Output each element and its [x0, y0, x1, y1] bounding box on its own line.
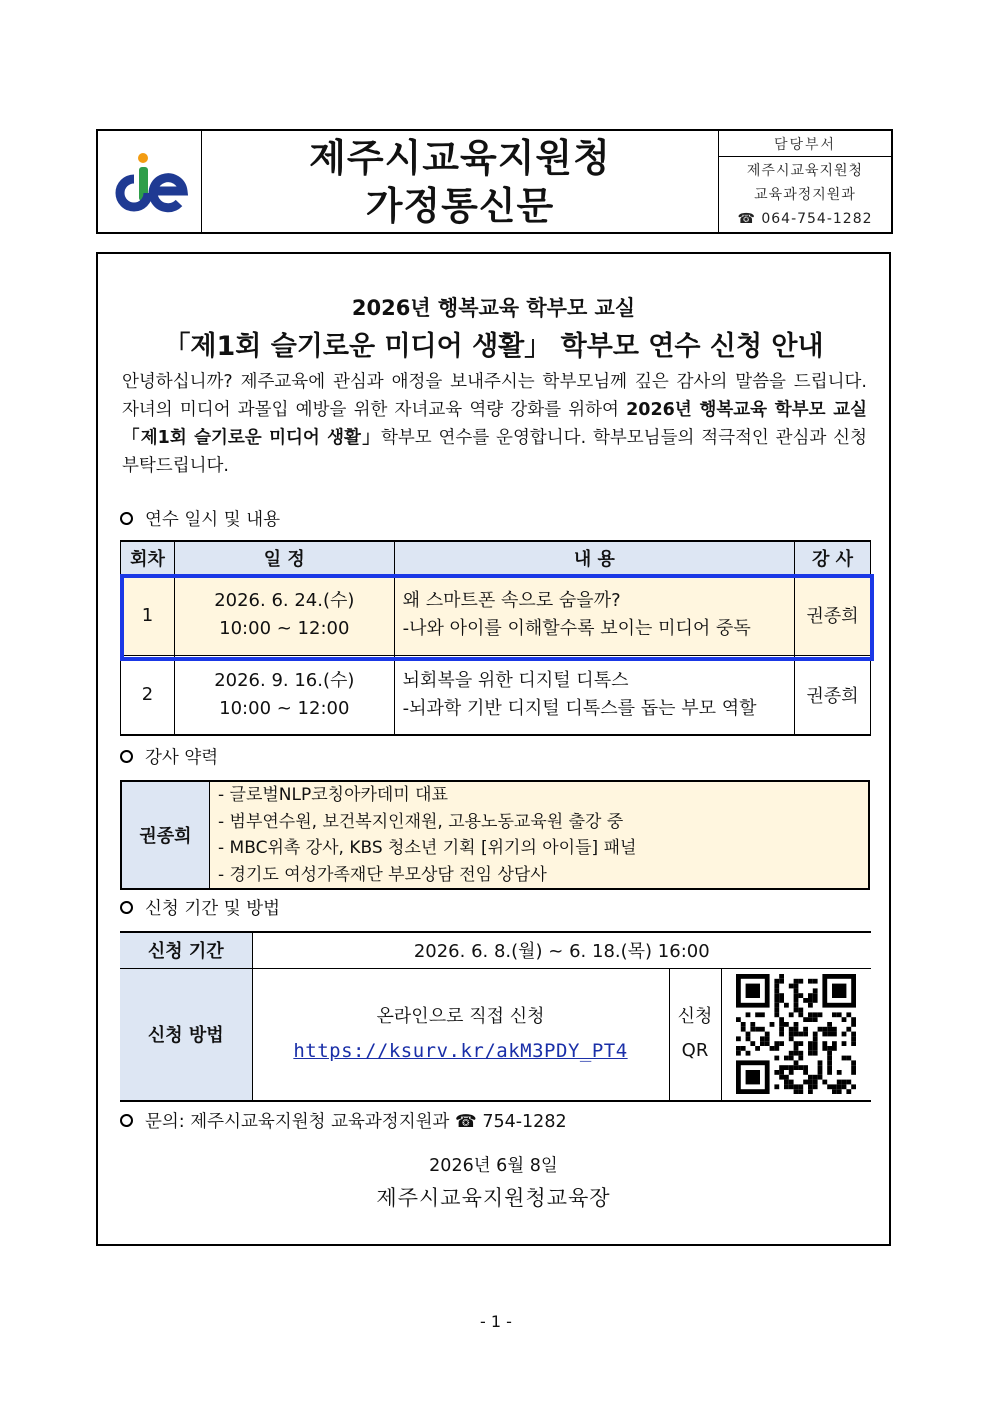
row-instructor: 권종희: [795, 575, 871, 655]
row-content: [394, 655, 794, 735]
schedule-table: [120, 540, 871, 736]
title-cell: [202, 131, 719, 232]
row-content: [394, 575, 794, 655]
table-row: [121, 655, 871, 735]
circle-bullet-icon: [120, 512, 133, 525]
intro-paragraph: [122, 368, 867, 480]
row-no: 1: [121, 575, 175, 655]
contact-text: 문의: 제주시교육지원청 교육과정지원과 ☎ 754-1282: [145, 1112, 567, 1132]
bio-item: - MBC위촉 강사, KBS 청소년 기획 [위기의 아이들] 패널: [218, 838, 637, 858]
bio-item: - 경기도 여성가족재단 부모상담 전임 상담사: [218, 864, 547, 885]
footer-org: 제주시교육지원청교육장: [376, 1186, 611, 1210]
bio-item: - 글로벌NLP코칭아카데미 대표: [218, 785, 449, 805]
row-time: 10:00 ~ 12:00: [219, 618, 350, 639]
period-label: 신청 기간: [120, 932, 252, 968]
row-date: 2026. 9. 16.(수): [214, 669, 355, 691]
apply-method-row: [120, 968, 871, 1101]
section-apply-title: 신청 기간 및 방법: [145, 899, 281, 919]
period-value: 2026. 6. 8.(월) ~ 6. 18.(목) 16:00: [252, 932, 871, 968]
title-line-1: 제주시교육지원청: [309, 135, 611, 180]
bio-name: 권종희: [122, 782, 210, 888]
section-bio-title: 강사 약력: [145, 748, 219, 768]
page-number: - 1 -: [480, 1312, 512, 1331]
header-content: 내 용: [394, 541, 794, 575]
header-instructor: 강 사: [795, 541, 871, 575]
dept-label: 담당부서: [719, 131, 891, 157]
circle-bullet-icon: [120, 901, 133, 914]
contact-line: [120, 1108, 567, 1133]
header-box: [96, 129, 893, 234]
qr-label-2: QR: [681, 1040, 709, 1062]
row-instructor: 권종희: [795, 655, 871, 735]
schedule-header-row: [121, 541, 871, 575]
header-no: 회차: [121, 541, 175, 575]
main-box: [96, 252, 891, 1246]
dept-phone: ☎ 064-754-1282: [737, 210, 873, 227]
method-text: 온라인으로 직접 신청: [376, 1005, 545, 1027]
je-logo-icon: [110, 151, 190, 213]
footer-date: 2026년 6월 8일: [429, 1156, 558, 1176]
title-line-2: 가정통신문: [365, 183, 555, 228]
row-datetime: [174, 655, 394, 735]
qr-cell: [721, 968, 871, 1101]
bio-list: [210, 782, 868, 888]
apply-link[interactable]: https://ksurv.kr/akM3PDY_PT4: [293, 1039, 628, 1062]
qr-code-icon[interactable]: [736, 974, 856, 1094]
bio-item: - 범부연수원, 보건복지인재원, 고용노동교육원 출강 중: [218, 811, 624, 832]
row-subtitle: -뇌과학 기반 디지털 디톡스를 돕는 부모 역할: [402, 697, 757, 719]
header-date: 일 정: [174, 541, 394, 575]
dept-info: [719, 157, 891, 232]
method-cell: [252, 968, 669, 1101]
dept-cell: [719, 131, 891, 232]
logo-cell: [98, 131, 202, 232]
intro-part-2: 학부모 연수를 운영합니다. 학부모님들의 적극적인 관심과 신청 부탁드립니다.: [122, 428, 867, 476]
circle-bullet-icon: [120, 1114, 133, 1127]
qr-label-cell: [669, 968, 721, 1101]
heading-1: 2026년 행복교육 학부모 교실: [351, 296, 636, 320]
table-row: [121, 575, 871, 655]
bio-box: [120, 780, 870, 890]
section-apply: [120, 895, 280, 920]
row-title: 왜 스마트폰 속으로 숨을까?: [402, 590, 621, 611]
row-title: 뇌회복을 위한 디지털 디톡스: [402, 669, 629, 691]
row-datetime: [174, 575, 394, 655]
row-no: 2: [121, 655, 175, 735]
qr-label-1: 신청: [677, 1006, 713, 1028]
intro-bold: 2026년 행복교육 학부모 교실 「제1회 슬기로운 미디어 생활」: [122, 400, 867, 448]
dept-line-1: 제주시교육지원청: [746, 162, 864, 179]
apply-period-row: [120, 932, 871, 968]
section-schedule-title: 연수 일시 및 내용: [145, 510, 281, 530]
heading-2: 「제1회 슬기로운 미디어 생활」 학부모 연수 신청 안내: [163, 331, 824, 362]
method-label: 신청 방법: [120, 968, 252, 1101]
apply-table: [120, 931, 871, 1102]
circle-bullet-icon: [120, 750, 133, 763]
dept-line-2: 교육과정지원과: [754, 186, 856, 203]
row-date: 2026. 6. 24.(수): [214, 590, 355, 611]
row-time: 10:00 ~ 12:00: [219, 697, 350, 719]
intro-part-1: 안녕하십니까? 제주교육에 관심과 애정을 보내주시는 학부모님께 깊은 감사의 말씀을 드립니다. 자녀의 미디어 과몰입 예방을 위한 자녀교육 역량 강화를 위하여: [122, 372, 867, 420]
section-bio: [120, 744, 218, 769]
section-schedule: [120, 506, 280, 531]
row-subtitle: -나와 아이를 이해할수록 보이는 미디어 중독: [402, 618, 751, 639]
